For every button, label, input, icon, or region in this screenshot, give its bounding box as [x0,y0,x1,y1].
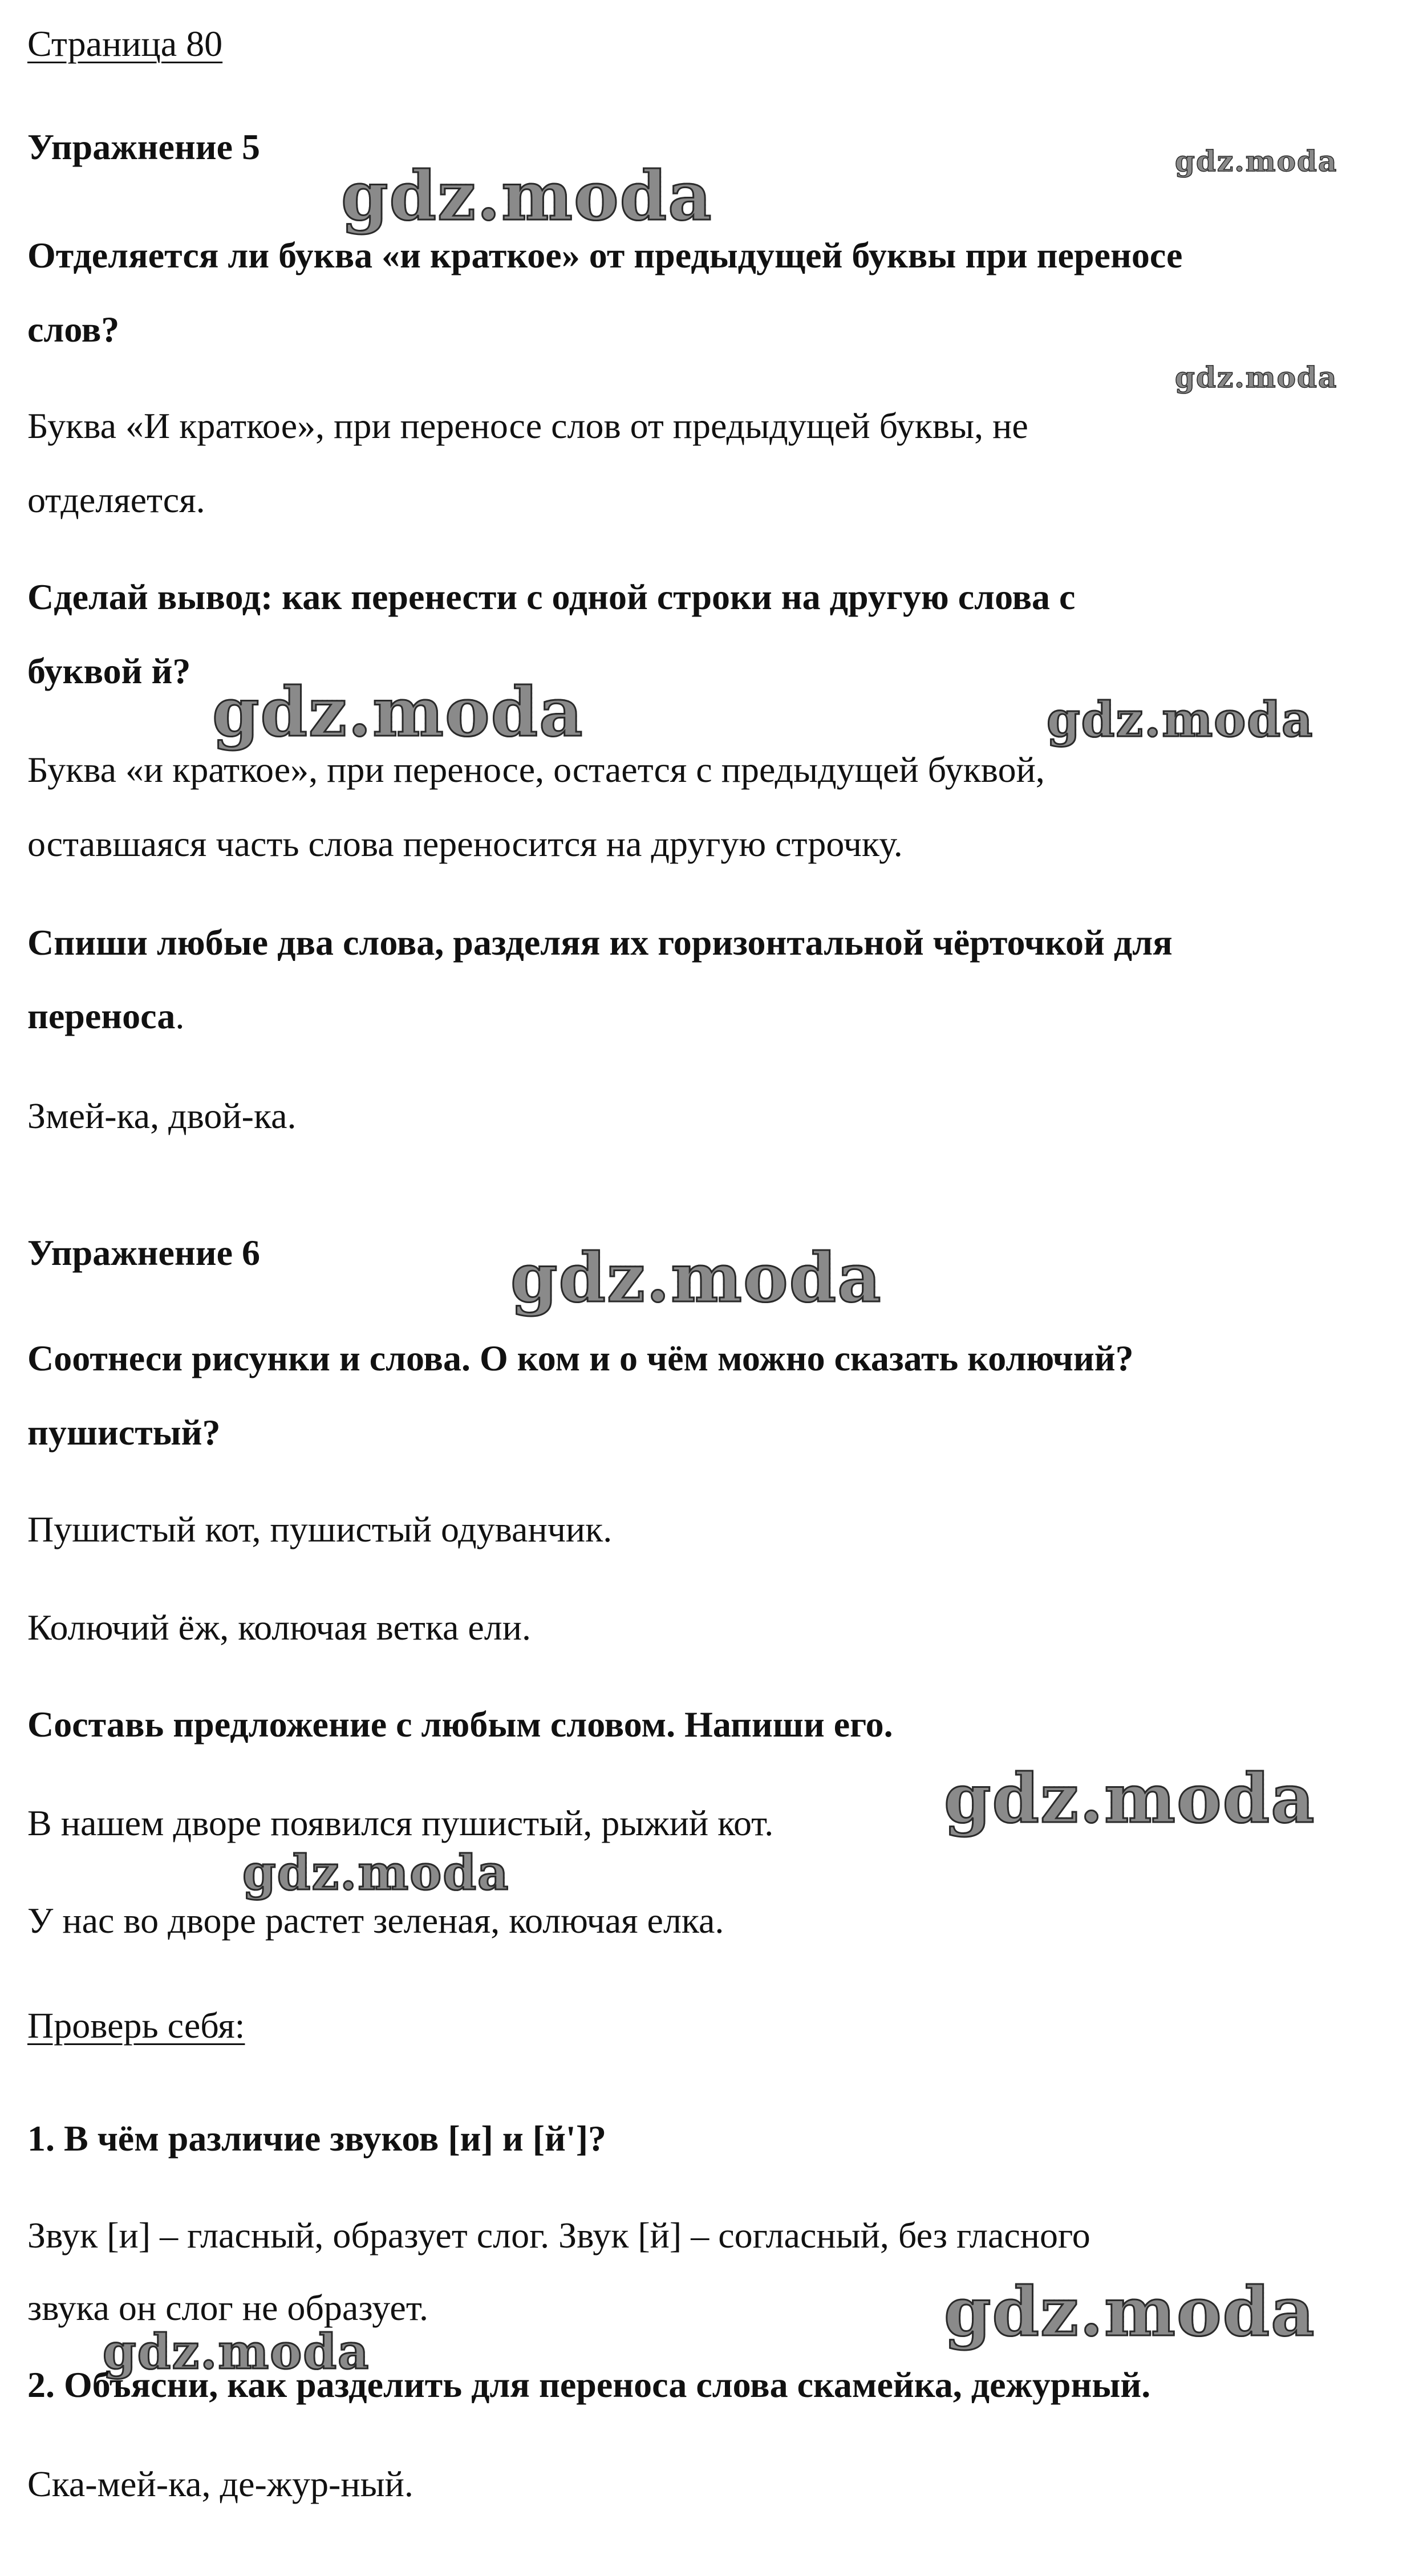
exercise-6-heading: Упражнение 6 [27,1232,261,1273]
exercise-6-question-1: Соотнеси рисунки и слова. О ком и о чём можно сказать колючий? [27,1338,1134,1378]
exercise-5-heading: Упражнение 5 [27,127,261,167]
self-check-question-2: 2. Объясни, как разделить для переноса слова скамейка, дежурный. [27,2364,1151,2405]
exercise-5-answer-3: Змей-ка, двой-ка. [27,1096,297,1136]
self-check-answer-2: Ска-мей-ка, де-жур-ный. [27,2464,413,2504]
exercise-5-question-1: Отделяется ли буква «и краткое» от предыдущей буквы при переносе [27,235,1183,275]
exercise-5-question-3: Спиши любые два слова, разделяя их горизонтальной чёрточкой для [27,922,1173,963]
watermark-logo: gdz.moda [341,156,713,236]
page-title: Страница 80 [27,23,223,64]
exercise-6-answer-1: Пушистый кот, пушистый одуванчик. [27,1509,613,1549]
exercise-5-answer-2: Буква «и краткое», при переносе, остается с предыдущей буквой, [27,749,1045,790]
self-check-heading: Проверь себя: [27,2005,245,2046]
self-check-question-1: 1. В чём различие звуков [и] и [й']? [27,2118,606,2159]
watermark-logo: gdz.moda [944,1759,1316,1838]
exercise-6-answer-1-cont: Колючий ёж, колючая ветка ели. [27,1607,531,1648]
exercise-5-question-2-cont: буквой й? [27,651,191,691]
exercise-5-answer-1: Буква «И краткое», при переносе слов от предыдущей буквы, не [27,405,1028,446]
watermark-logo: gdz.moda [1047,691,1314,748]
exercise-5-question-3-period: . [175,996,185,1036]
exercise-5-answer-2-cont: оставшаяся часть слова переносится на другую строчку. [27,823,903,864]
exercise-5-question-1-cont: слов? [27,309,120,350]
watermark-logo: gdz.moda [510,1238,882,1317]
watermark-logo: gdz.moda [242,1844,510,1901]
exercise-6-question-2: Составь предложение с любым словом. Напиши его. [27,1704,893,1745]
exercise-6-answer-2-cont: У нас во дворе растет зеленая, колючая елка. [27,1900,724,1941]
exercise-5-question-3-word: переноса [27,996,176,1036]
self-check-answer-1: Звук [и] – гласный, образует слог. Звук [й] – согласный, без гласного [27,2215,1090,2255]
self-check-answer-1-cont: звука он слог не образует. [27,2287,428,2328]
watermark-logo: gdz.moda [1175,144,1338,178]
watermark-logo: gdz.moda [1175,360,1338,394]
watermark-logo: gdz.moda [212,672,584,752]
watermark-logo: gdz.moda [103,2323,370,2380]
watermark-logo: gdz.moda [944,2272,1316,2351]
exercise-5-question-2: Сделай вывод: как перенести с одной строки на другую слова с [27,577,1076,617]
exercise-6-answer-2: В нашем дворе появился пушистый, рыжий кот. [27,1803,774,1843]
exercise-5-question-3-cont [27,998,184,1035]
exercise-6-question-1-cont: пушистый? [27,1412,221,1453]
exercise-5-answer-1-cont: отделяется. [27,480,205,520]
